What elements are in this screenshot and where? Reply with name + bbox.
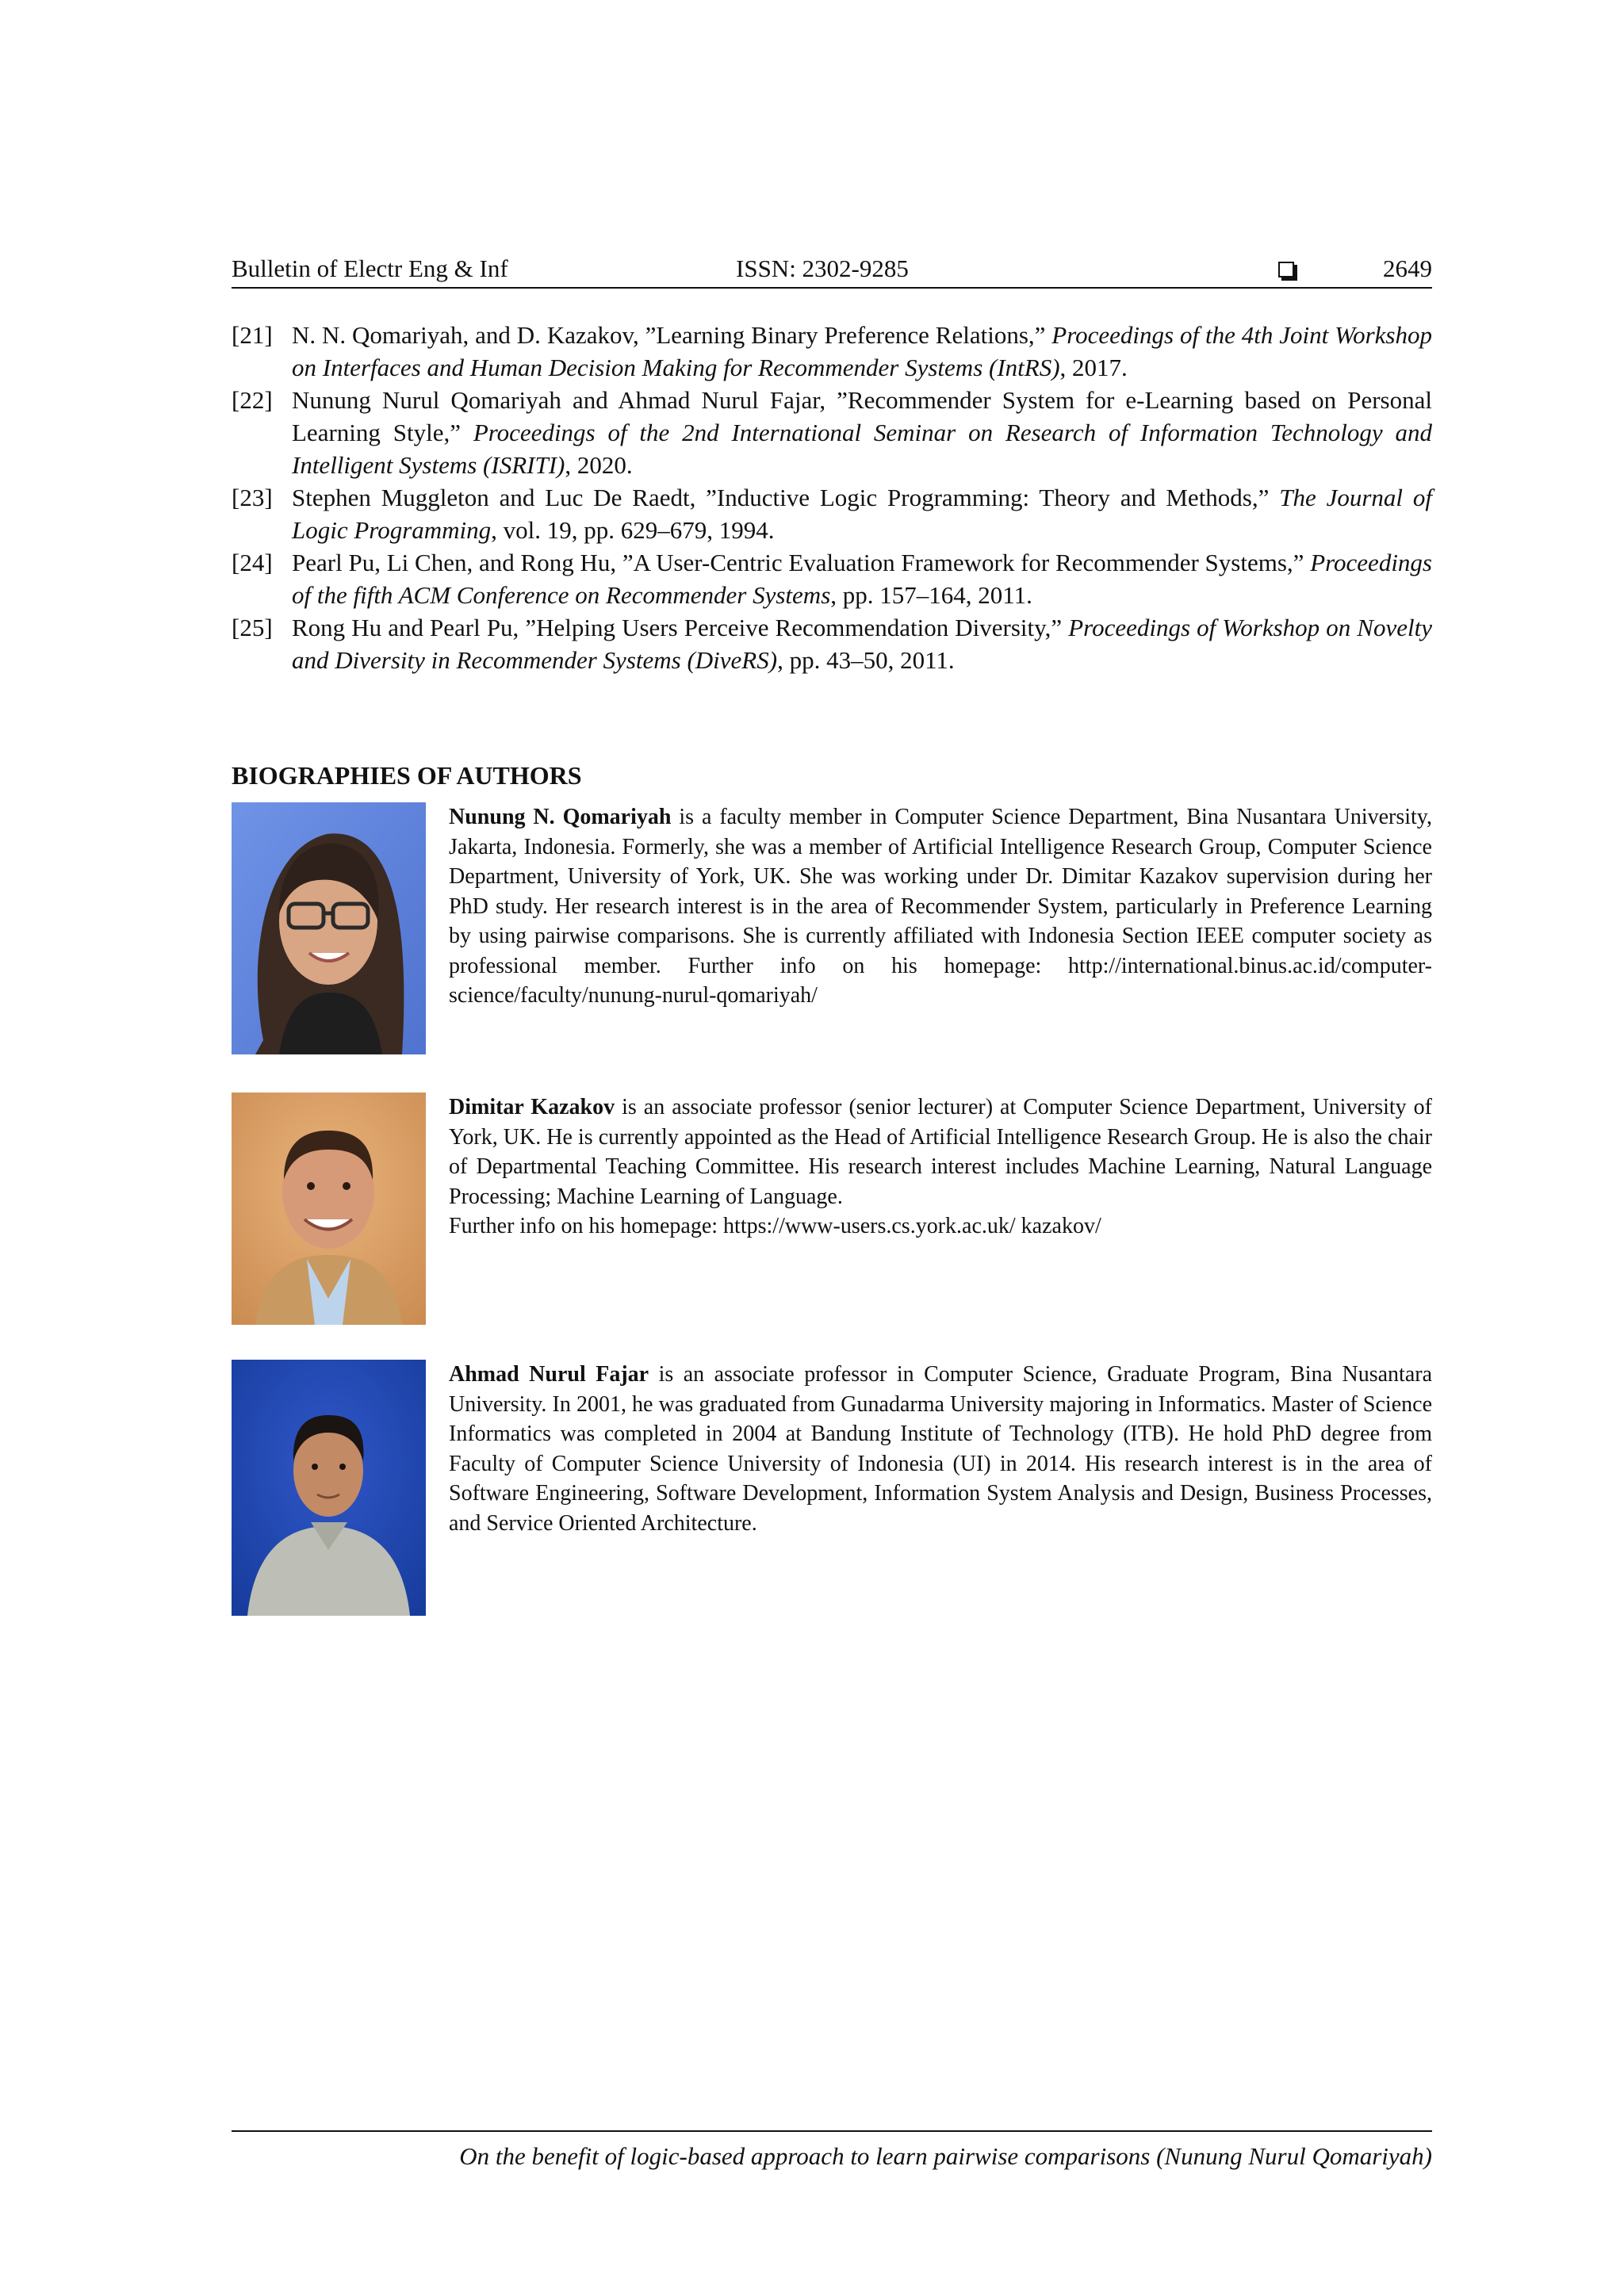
reference-item (232, 546, 1432, 611)
author-photo (232, 802, 426, 1054)
reference-item (232, 384, 1432, 481)
author-bio-text (449, 1093, 1432, 1242)
reference-authors-title: Rong Hu and Pearl Pu, ”Helping Users Perceive Recommendation Diversity,” (292, 614, 1069, 641)
author-bio-text (449, 1360, 1432, 1538)
author-bio (232, 1093, 1432, 1326)
author-bio (232, 802, 1432, 1056)
reference-details: , 2020. (565, 451, 633, 479)
reference-details: , 2017. (1059, 354, 1128, 381)
author-name: Nunung N. Qomariyah (449, 805, 672, 829)
reference-details: , vol. 19, pp. 629–679, 1994. (491, 516, 775, 544)
author-description: is an associate professor (senior lecturer) at Computer Science Department, University of York, UK. He is currently appointed as the Head of Artificial Intelligence Research Group. He is also the chair of Departmental Teaching Committee. His research interest includes Machine Learning, Natural Language Processing; Machine Learning of Language. (449, 1095, 1432, 1209)
page-number: 2649 (1383, 254, 1432, 282)
reference-number: [25] (232, 614, 273, 641)
footer-rule (232, 2130, 1432, 2132)
reference-authors-title: Pearl Pu, Li Chen, and Rong Hu, ”A User-Centric Evaluation Framework for Recommender Systems,” (292, 549, 1311, 576)
reference-venue: Proceedings of the fifth ACM Conference on Recommender Systems (292, 549, 1432, 609)
reference-venue: Proceedings of the 4th Joint Workshop on Interfaces and Human Decision Making for Recommender Systems (IntRS) (292, 321, 1432, 381)
reference-venue: Proceedings of the 2nd International Seminar on Research of Information Technology and Intelligent Systems (ISRITI) (292, 419, 1432, 479)
running-footer: On the benefit of logic-based approach to learn pairwise comparisons (Nunung Nurul Qomariyah) (459, 2142, 1432, 2170)
reference-details: , pp. 43–50, 2011. (777, 646, 955, 674)
author-photo (232, 1360, 426, 1616)
reference-item (232, 611, 1432, 676)
reference-number: [24] (232, 549, 273, 576)
reference-venue: Proceedings of Workshop on Novelty and Diversity in Recommender Systems (DiveRS) (292, 614, 1432, 674)
reference-number: [23] (232, 484, 273, 511)
reference-number: [22] (232, 386, 273, 414)
reference-item (232, 319, 1432, 384)
biographies-heading: BIOGRAPHIES OF AUTHORS (232, 761, 582, 790)
journal-name: Bulletin of Electr Eng & Inf (232, 254, 508, 282)
author-name: Dimitar Kazakov (449, 1095, 615, 1119)
author-description: is an associate professor in Computer Science, Graduate Program, Bina Nusantara University. In 2001, he was graduated from Gunadarma University majoring in Informatics. Master of Science Informatics was completed in 2004 at Bandung Institute of Technology (ITB). He hold PhD degree from Faculty of Computer Science University of Indonesia (UI) in 2014. His research interest is in the area of Software Engineering, Software Development, Information System Analysis and Design, Business Processes, and Service Oriented Architecture. (449, 1362, 1433, 1536)
reference-authors-title: Stephen Muggleton and Luc De Raedt, ”Inductive Logic Programming: Theory and Methods,” (292, 484, 1280, 511)
references-list (232, 319, 1432, 676)
author-photo (232, 1093, 426, 1325)
reference-venue: The Journal of Logic Programming (292, 484, 1432, 544)
reference-item (232, 481, 1432, 546)
author-bio-text (449, 802, 1432, 1011)
reference-authors-title: N. N. Qomariyah, and D. Kazakov, ”Learning Binary Preference Relations,” (292, 321, 1052, 349)
reference-authors-title: Nunung Nurul Qomariyah and Ahmad Nurul Fajar, ”Recommender System for e-Learning based on Personal Learning Style,” (292, 386, 1432, 446)
reference-details: , pp. 157–164, 2011. (830, 581, 1032, 609)
issn: ISSN: 2302-9285 (736, 254, 909, 282)
square-icon (1278, 262, 1294, 277)
author-name: Ahmad Nurul Fajar (449, 1362, 649, 1387)
author-description: is a faculty member in Computer Science Department, Bina Nusantara University, Jakarta, Indonesia. Formerly, she was a member of Artificial Intelligence Research Group, Computer Science Department, University of York, UK. She was working under Dr. Dimitar Kazakov supervision during her PhD study. Her research interest is in the area of Recommender System, particularly in Preference Learning by using pairwise comparisons. She is currently affiliated with Indonesia Section IEEE computer society as professional member. Further info on his homepage: http://international.binus.ac.id/computer-science/faculty/nunung-nurul-qomariyah/ (449, 805, 1432, 1008)
author-homepage: Further info on his homepage: https://www-users.cs.york.ac.uk/ kazakov/ (449, 1214, 1101, 1238)
running-header (232, 251, 1432, 289)
reference-number: [21] (232, 321, 273, 349)
author-bio (232, 1360, 1432, 1617)
